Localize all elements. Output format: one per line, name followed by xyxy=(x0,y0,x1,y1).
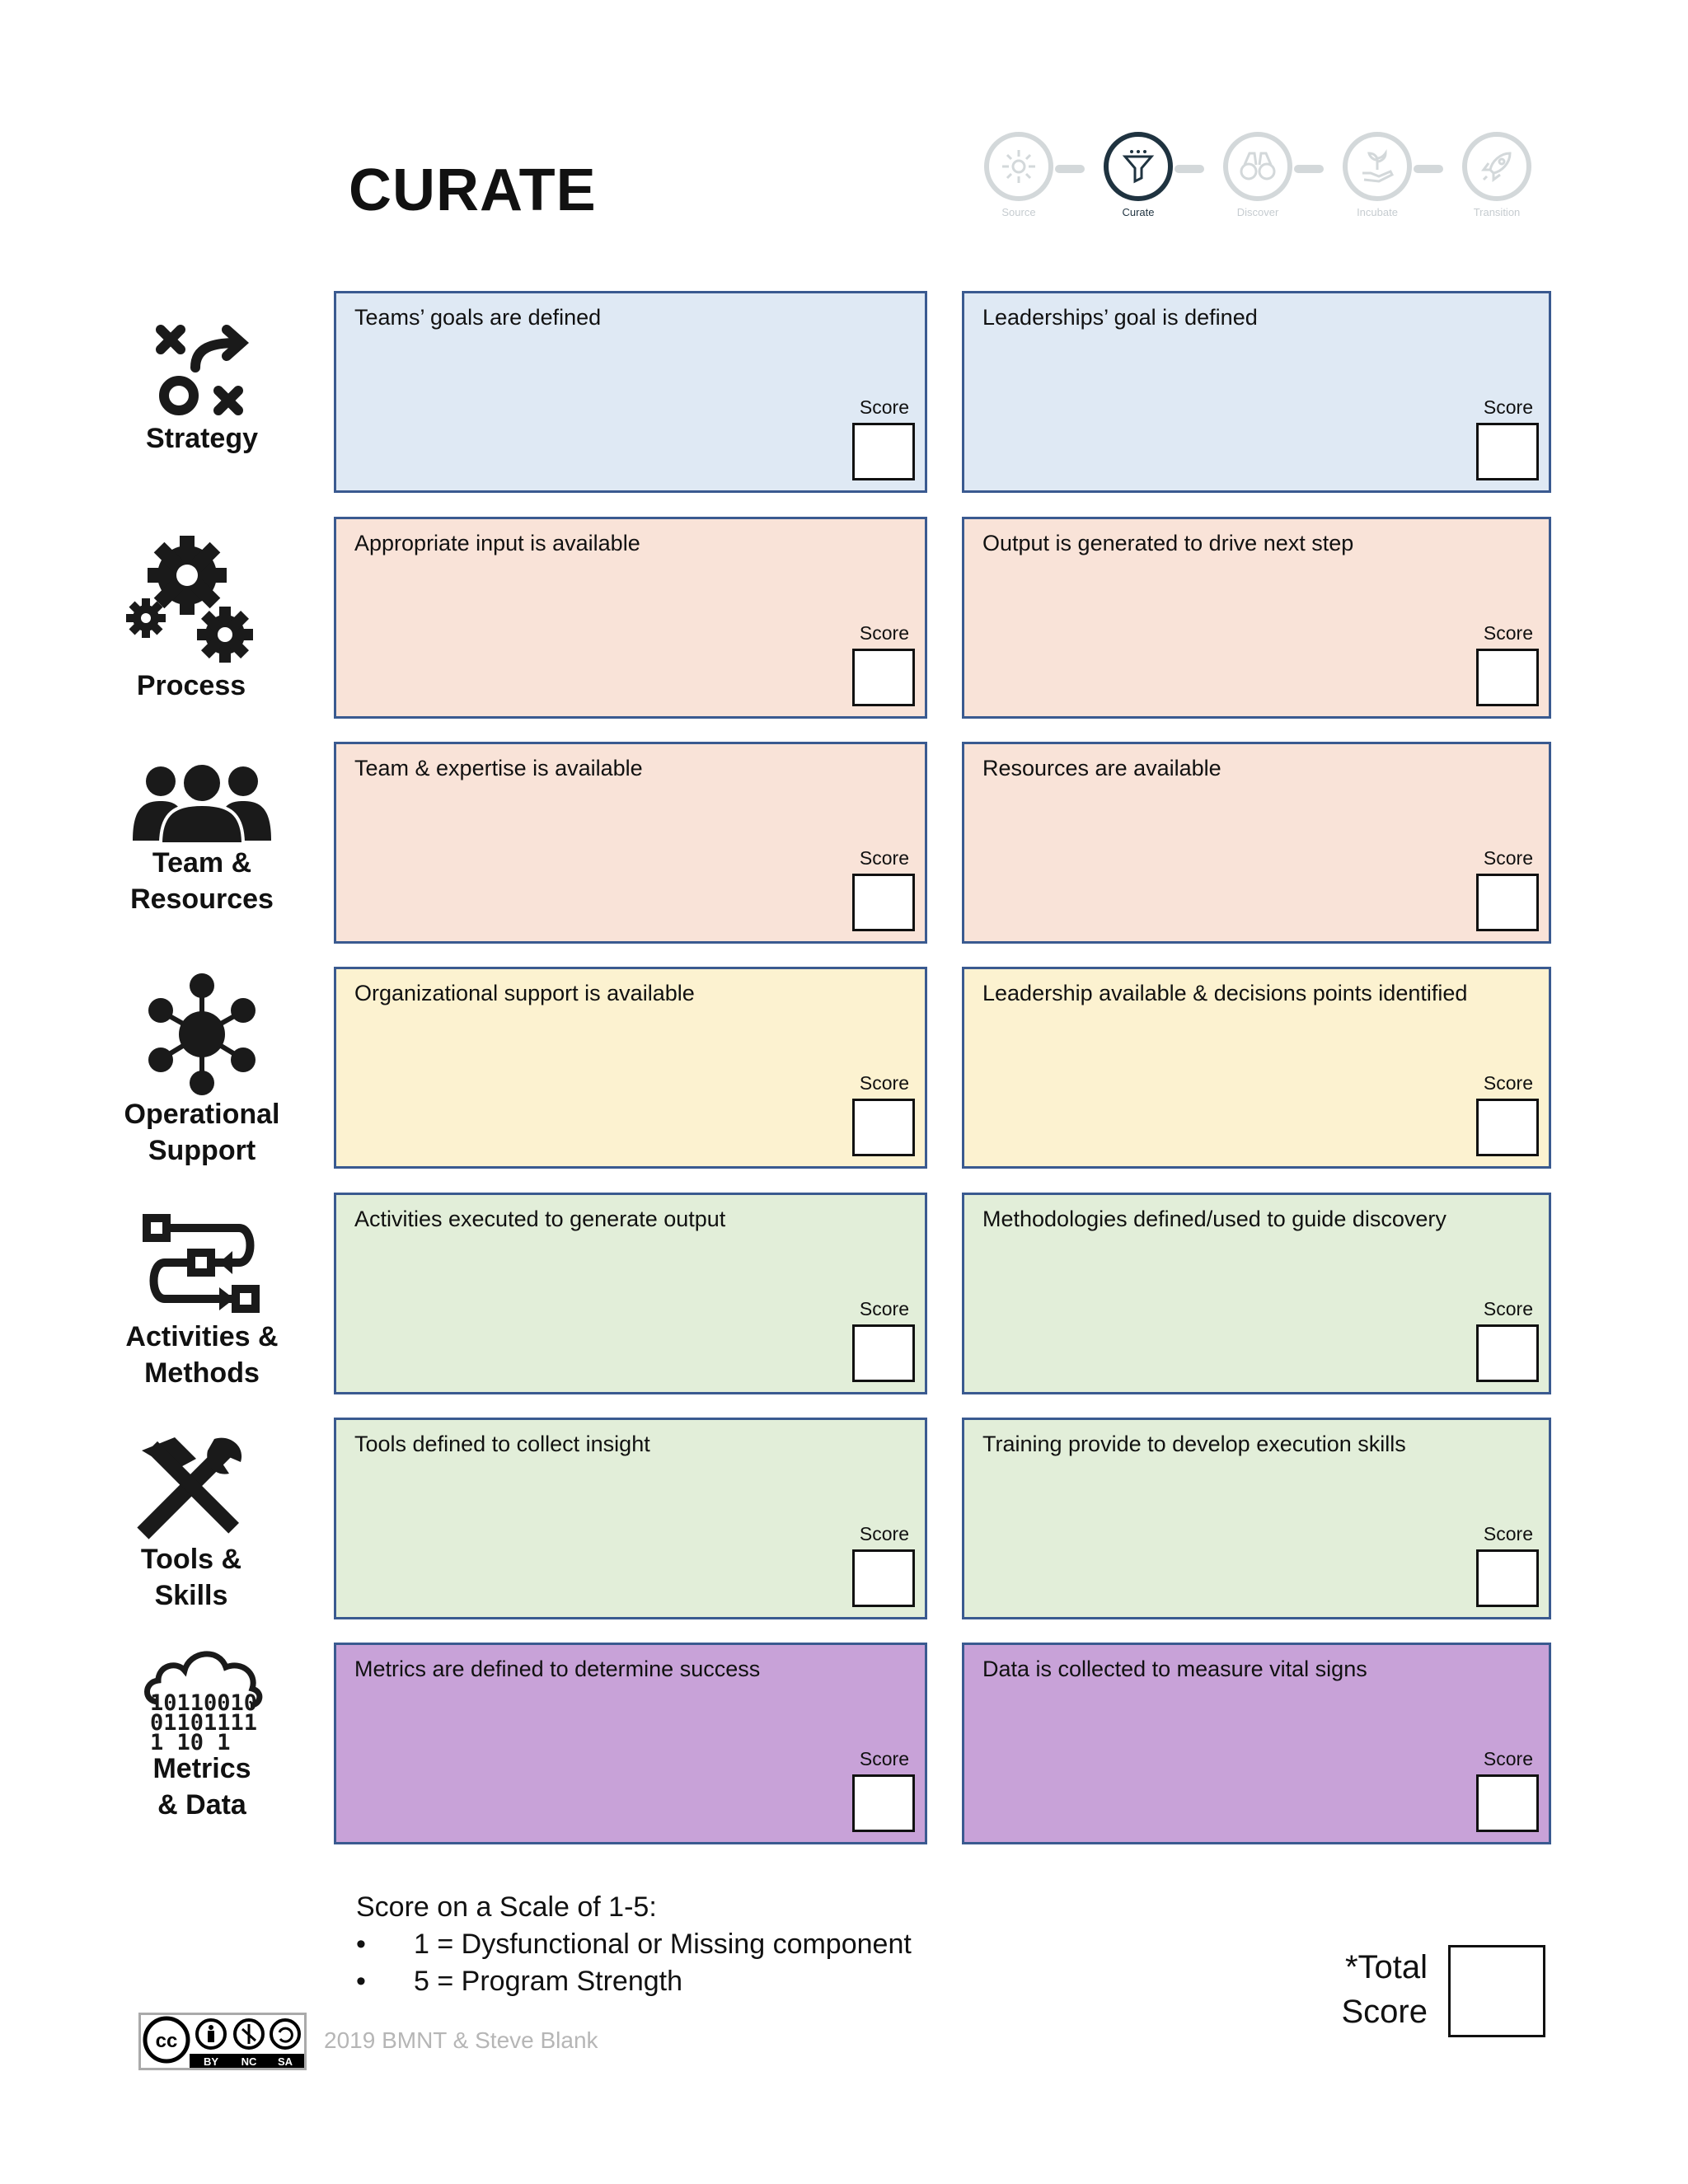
strategy-icon xyxy=(144,321,260,420)
category-tools-skills: Tools & Skills xyxy=(92,1434,290,1614)
legend-heading: Score on a Scale of 1-5: xyxy=(356,1891,657,1923)
score-label: Score xyxy=(859,847,909,869)
score-card xyxy=(962,291,1551,493)
category-team-resources: Team & Resources xyxy=(103,758,301,917)
score-input-box[interactable] xyxy=(852,1549,915,1607)
score-card xyxy=(334,1418,927,1619)
score-card xyxy=(334,967,927,1169)
category-process: Process xyxy=(92,536,290,704)
card-criterion-text: Leaderships’ goal is defined xyxy=(982,305,1258,330)
score-label: Score xyxy=(1483,1072,1533,1094)
category-activities-methods: Activities & Methods xyxy=(103,1212,301,1391)
card-criterion-text: Organizational support is available xyxy=(354,981,695,1005)
svg-text:BY: BY xyxy=(203,2055,219,2068)
score-input-box[interactable] xyxy=(852,1324,915,1382)
score-input-box[interactable] xyxy=(852,423,915,480)
card-criterion-text: Resources are available xyxy=(982,756,1221,780)
score-card xyxy=(962,742,1551,944)
workflow-icon xyxy=(140,1212,264,1319)
score-input-box[interactable] xyxy=(1476,1774,1539,1832)
score-input-box[interactable] xyxy=(1476,423,1539,480)
card-criterion-text: Methodologies defined/used to guide discovery xyxy=(982,1207,1447,1231)
rocket-icon xyxy=(1479,148,1515,185)
step-source[interactable]: Source xyxy=(973,132,1065,218)
score-label: Score xyxy=(859,396,909,418)
process-stepper xyxy=(973,132,1533,235)
plant-hand-icon xyxy=(1359,148,1395,185)
score-label: Score xyxy=(1483,1298,1533,1319)
gears-icon xyxy=(121,536,261,668)
card-criterion-text: Leadership available & decisions points identified xyxy=(982,981,1468,1005)
score-input-box[interactable] xyxy=(1476,1324,1539,1382)
category-metrics-data: 10110010 01101111 1 10 1 Metrics & Data xyxy=(103,1644,301,1823)
card-criterion-text: Metrics are defined to determine success xyxy=(354,1657,761,1681)
score-label: Score xyxy=(1483,847,1533,869)
score-label: Score xyxy=(859,1523,909,1544)
score-label: Score xyxy=(1483,396,1533,418)
score-card xyxy=(962,967,1551,1169)
copyright-text: 2019 BMNT & Steve Blank xyxy=(324,2027,598,2053)
step-connector xyxy=(1414,165,1443,173)
card-criterion-text: Teams’ goals are defined xyxy=(354,305,602,330)
score-card xyxy=(334,742,927,944)
card-criterion-text: Activities executed to generate output xyxy=(354,1207,726,1231)
svg-text:cc: cc xyxy=(155,2030,178,2052)
step-connector xyxy=(1055,165,1085,173)
score-card xyxy=(962,1418,1551,1619)
score-input-box[interactable] xyxy=(852,1099,915,1156)
score-label: Score xyxy=(859,622,909,644)
total-score-label: *Total Score xyxy=(1341,1949,1428,2030)
score-input-box[interactable] xyxy=(1476,1549,1539,1607)
category-operational-support: Operational Support xyxy=(103,972,301,1169)
network-icon xyxy=(144,972,260,1096)
card-criterion-text: Output is generated to drive next step xyxy=(982,531,1354,555)
step-curate[interactable]: Curate xyxy=(1092,132,1184,218)
card-criterion-text: Data is collected to measure vital signs xyxy=(982,1657,1367,1681)
team-icon xyxy=(128,758,276,845)
score-input-box[interactable] xyxy=(1476,874,1539,931)
card-criterion-text: Training provide to develop execution skills xyxy=(982,1432,1406,1456)
svg-text:01101111: 01101111 xyxy=(150,1710,258,1736)
score-input-box[interactable] xyxy=(1476,649,1539,706)
score-card xyxy=(962,517,1551,719)
score-label: Score xyxy=(1483,1523,1533,1544)
tools-icon xyxy=(125,1434,257,1541)
score-label: Score xyxy=(859,1298,909,1319)
sun-icon xyxy=(1001,148,1037,185)
page-title: CURATE xyxy=(349,157,597,223)
score-label: Score xyxy=(1483,1748,1533,1769)
score-input-box[interactable] xyxy=(1476,1099,1539,1156)
funnel-icon xyxy=(1120,148,1156,185)
step-discover[interactable]: Discover xyxy=(1212,132,1304,218)
legend-item: • 1 = Dysfunctional or Missing component xyxy=(356,1929,912,1960)
step-connector xyxy=(1175,165,1204,173)
total-score-input[interactable] xyxy=(1448,1945,1545,2037)
svg-text:NC: NC xyxy=(241,2055,257,2068)
score-card xyxy=(334,1193,927,1394)
step-transition[interactable]: Transition xyxy=(1451,132,1543,218)
score-card xyxy=(962,1193,1551,1394)
score-input-box[interactable] xyxy=(852,874,915,931)
score-card xyxy=(334,517,927,719)
step-incubate[interactable]: Incubate xyxy=(1331,132,1423,218)
legend-item: • 5 = Program Strength xyxy=(356,1966,683,1997)
score-card xyxy=(334,291,927,493)
score-card xyxy=(962,1643,1551,1844)
card-criterion-text: Team & expertise is available xyxy=(354,756,643,780)
card-criterion-text: Tools defined to collect insight xyxy=(354,1432,650,1456)
binoculars-icon xyxy=(1238,150,1278,183)
data-cloud-icon xyxy=(140,1644,264,1755)
svg-text:1 10 1: 1 10 1 xyxy=(150,1730,231,1755)
score-label: Score xyxy=(1483,622,1533,644)
score-label: Score xyxy=(859,1748,909,1769)
score-input-box[interactable] xyxy=(852,1774,915,1832)
svg-text:SA: SA xyxy=(277,2055,293,2068)
score-card xyxy=(334,1643,927,1844)
svg-text:10110010: 10110010 xyxy=(150,1690,258,1716)
score-input-box[interactable] xyxy=(852,649,915,706)
category-strategy: Strategy xyxy=(103,321,301,457)
step-connector xyxy=(1294,165,1324,173)
creative-commons-license-icon xyxy=(138,2013,307,2070)
score-legend xyxy=(356,1891,912,1998)
score-label: Score xyxy=(859,1072,909,1094)
card-criterion-text: Appropriate input is available xyxy=(354,531,640,555)
